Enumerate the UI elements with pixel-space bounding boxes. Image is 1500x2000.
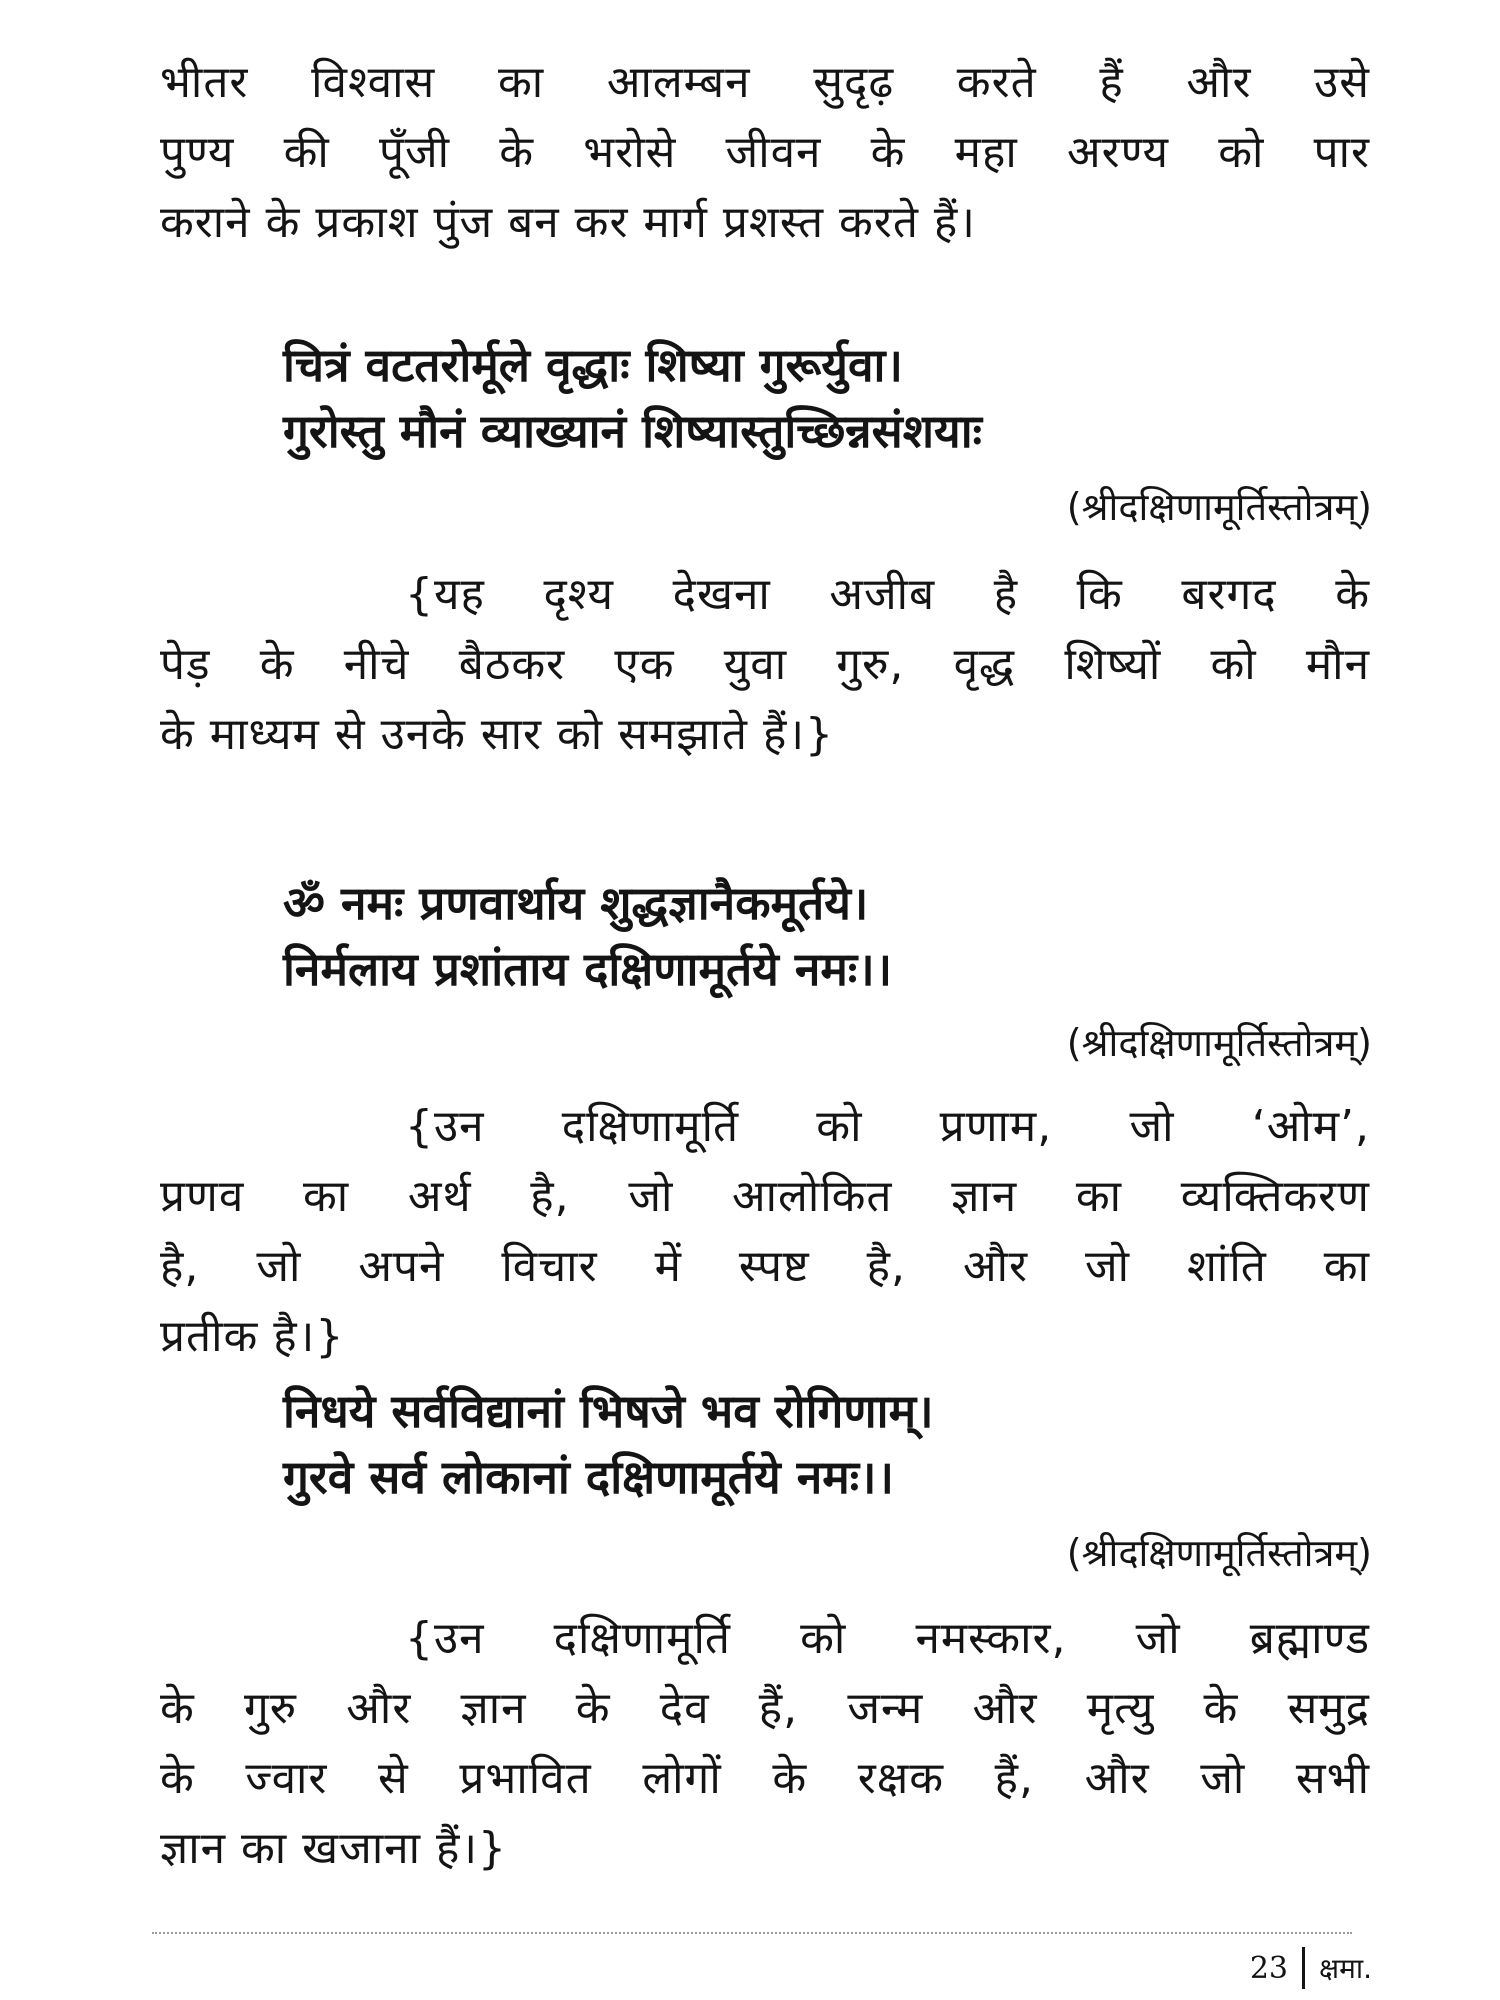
running-title: क्षमा. [1319,1952,1372,1985]
verse-line: गुरोस्तु मौनं व्याख्यानं शिष्यास्तुच्छिन्नसंशयाः [283,404,982,458]
verse-line: निधये सर्वविद्यानां भिषजे भव रोगिणाम्। [283,1384,934,1438]
sanskrit-verse-3 [283,1378,1383,1510]
text-line: के गुरु और ज्ञान के देव हैं, जन्म और मृत्यु के समुद्र [160,1683,1370,1734]
footer-divider-rule [152,1932,1352,1934]
page-footer [1250,1946,1372,1990]
text-line: प्रतीक है।} [160,1311,345,1362]
translation-2 [160,1092,1370,1372]
text-line: पुण्य की पूँजी के भरोसे जीवन के महा अरण्य को पार [160,127,1370,178]
text-line: पेड़ के नीचे बैठकर एक युवा गुरु, वृद्ध शिष्यों को मौन [160,639,1370,690]
verse-line: निर्मलाय प्रशांताय दक्षिणामूर्तये नमः।। [283,942,893,996]
text-line: {यह दृश्य देखना अजीब है कि बरगद के [405,569,1370,620]
translation-1 [160,560,1370,770]
translation-3 [160,1604,1370,1884]
text-line: कराने के प्रकाश पुंज बन कर मार्ग प्रशस्त करते हैं। [160,197,976,248]
verse-source-3: (श्रीदक्षिणामूर्तिस्तोत्रम्) [1066,1531,1372,1575]
text-line: के माध्यम से उनके सार को समझाते हैं।} [160,709,835,760]
sanskrit-verse-2 [283,870,1383,1002]
paragraph-intro [160,48,1370,258]
text-line: {उन दक्षिणामूर्ति को नमस्कार, जो ब्रह्माण्ड [405,1613,1370,1664]
text-line: प्रणव का अर्थ है, जो आलोकित ज्ञान का व्यक्तिकरण [160,1171,1370,1222]
page-number: 23 [1249,1950,1289,1986]
verse-line: गुरवे सर्व लोकानां दक्षिणामूर्तये नमः।। [283,1450,894,1504]
text-line: ज्ञान का खजाना हैं।} [160,1823,508,1874]
text-line: के ज्वार से प्रभावित लोगों के रक्षक हैं, और जो सभी [160,1753,1370,1804]
text-line: भीतर विश्वास का आलम्बन सुदृढ़ करते हैं और उसे [160,57,1370,108]
verse-source-2: (श्रीदक्षिणामूर्तिस्तोत्रम्) [1066,1021,1372,1065]
verse-source-1: (श्रीदक्षिणामूर्तिस्तोत्रम्) [1066,485,1372,529]
sanskrit-verse-1 [283,332,1383,464]
text-line: {उन दक्षिणामूर्ति को प्रणाम, जो ‘ओम’, [405,1101,1370,1152]
verse-line: चित्रं वटतरोर्मूले वृद्धाः शिष्या गुरूर्युवा। [283,338,903,392]
text-line: है, जो अपने विचार में स्पष्ट है, और जो शांति का [160,1241,1370,1292]
verse-line: ॐ नमः प्रणवार्थाय शुद्धज्ञानैकमूर्तये। [283,876,869,930]
